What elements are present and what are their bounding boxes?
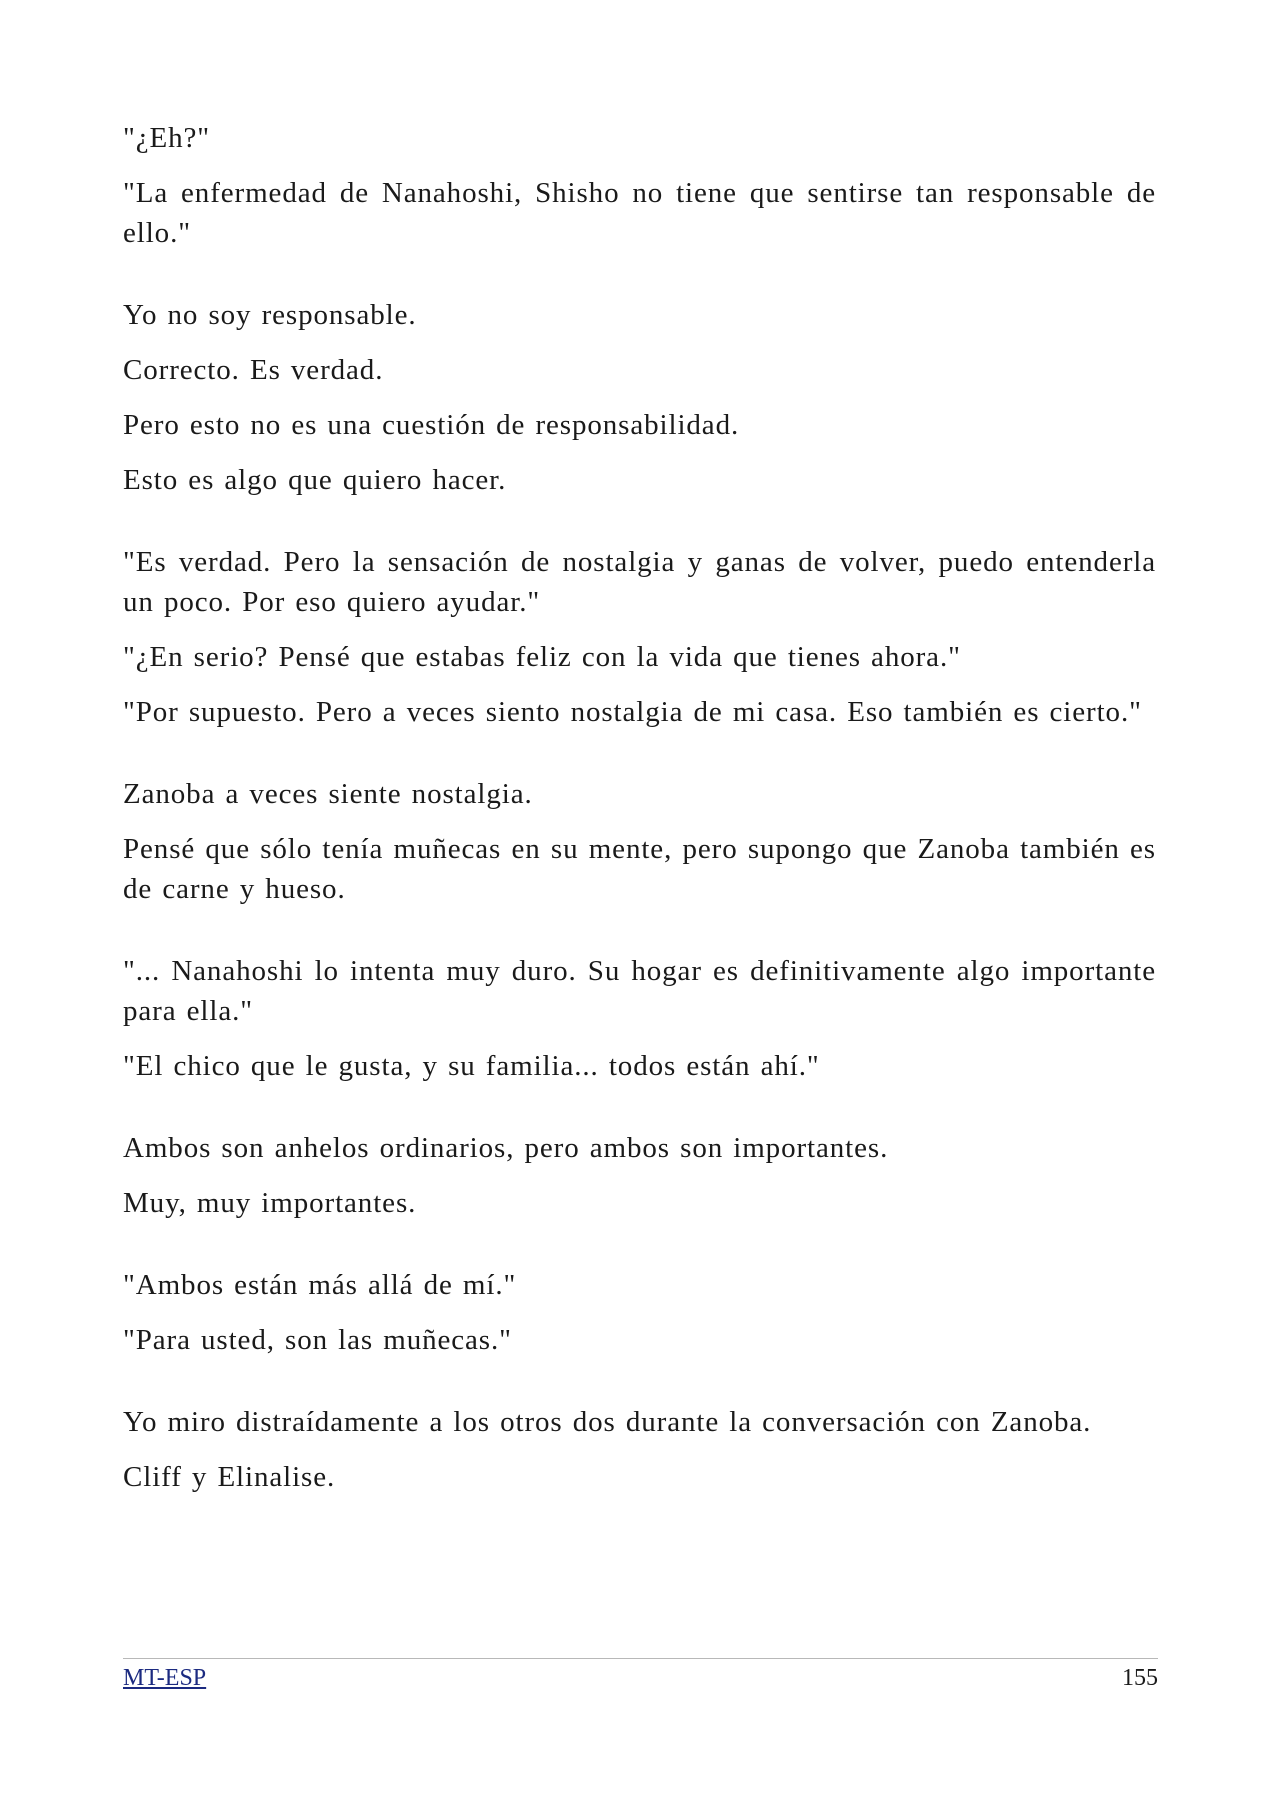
paragraph: Yo no soy responsable.: [123, 299, 417, 331]
paragraph: Pero esto no es una cuestión de responsabilidad.: [123, 409, 740, 441]
page-number: 155: [1122, 1665, 1158, 1691]
paragraph: "Por supuesto. Pero a veces siento nostalgia de mi casa. Eso también es cierto.": [123, 696, 1142, 728]
paragraph: Muy, muy importantes.: [123, 1187, 417, 1219]
paragraph: "Ambos están más allá de mí.": [123, 1269, 517, 1301]
page-footer: [123, 1658, 1158, 1695]
paragraph: "¿En serio? Pensé que estabas feliz con la vida que tienes ahora.": [123, 641, 961, 673]
paragraph: "La enfermedad de Nanahoshi, Shisho no tiene que sentirse tan responsable de ello.": [123, 177, 1156, 249]
paragraph: "Para usted, son las muñecas.": [123, 1324, 512, 1356]
paragraph: "¿Eh?": [123, 122, 211, 154]
paragraph: Yo miro distraídamente a los otros dos durante la conversación con Zanoba.: [123, 1406, 1092, 1438]
paragraph: Correcto. Es verdad.: [123, 354, 384, 386]
paragraph: Esto es algo que quiero hacer.: [123, 464, 507, 496]
paragraph: "... Nanahoshi lo intenta muy duro. Su hogar es definitivamente algo importante para ella.": [123, 955, 1156, 1027]
footer-link-mt-esp[interactable]: MT-ESP: [123, 1665, 207, 1691]
paragraph: "Es verdad. Pero la sensación de nostalgia y ganas de volver, puedo entenderla un poco. Por eso quiero ayudar.": [123, 546, 1156, 618]
paragraph: Cliff y Elinalise.: [123, 1461, 336, 1493]
paragraph: "El chico que le gusta, y su familia... todos están ahí.": [123, 1050, 820, 1082]
paragraph: Ambos son anhelos ordinarios, pero ambos son importantes.: [123, 1132, 889, 1164]
paragraph: Zanoba a veces siente nostalgia.: [123, 778, 533, 810]
page-body: [123, 118, 1156, 1497]
paragraph: Pensé que sólo tenía muñecas en su mente, pero supongo que Zanoba también es de carne y hueso.: [123, 833, 1156, 905]
